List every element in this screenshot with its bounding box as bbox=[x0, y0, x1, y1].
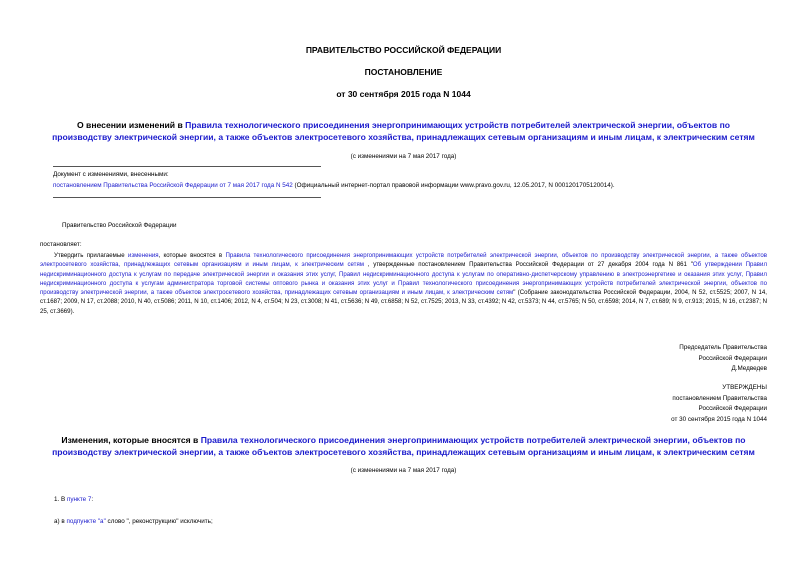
document-date-number: от 30 сентября 2015 года N 1044 bbox=[336, 89, 471, 99]
resolves-text: постановляет: bbox=[40, 241, 82, 248]
government-header: ПРАВИТЕЛЬСТВО РОССИЙСКОЙ ФЕДЕРАЦИИ bbox=[305, 45, 502, 55]
decree-861-link[interactable]: Об утверждении Правил недискриминационного доступа к услугам по передаче электрической энергии и оказания этих услуг, Правил недискриминационного доступа к услугам по оперативно-диспетчерскому управлению в электроэнергетике и оказания этих услуг, Правил недискриминационного доступа к услугам администратора торговой системы оптового рынка и оказания этих услуг и Правил технологического присоединения энергопринимающих устройств потребителей электрической энергии, объектов по производству электрической энергии, а также объектов электросетевого хозяйства, принадлежащих сетевым организациям и иным лицам, к электрическим сетям bbox=[40, 261, 768, 297]
amendment-publication: (Официальный интернет-портал правовой информации www.pravo.gov.ru, 12.05.2017, N 0001201705120014). bbox=[292, 182, 615, 189]
revision-note: (с изменениями на 7 мая 2017 года) bbox=[350, 153, 457, 160]
item-a-prefix: а) в bbox=[54, 518, 67, 525]
rules-link[interactable]: Правила технологического присоединения энергопринимающих устройств потребителей электрической энергии, объектов по bbox=[185, 120, 731, 130]
changes-rules-link[interactable]: Правила технологического присоединения энергопринимающих устройств потребителей электрической энергии, объектов по bbox=[200, 435, 746, 445]
revision-note-2: (с изменениями на 7 мая 2017 года) bbox=[350, 467, 457, 474]
approved-by: постановлением Правительства bbox=[672, 394, 767, 402]
approve-text-4: " (Собрание законодательства Российской Федерации, 2004, N 52, ст.5525; 2007, N 14, ст.1687; 2009, N 17, ст.2088; 2010, N 40, ст.5086; 2011, N 10, ст.1406; 2012, N 4, ст.504; N 23, ст.3008; N 41, ст.5636; N 49, ст.6858; N 52, ст.7525; 2013, N 33, ст.4392; N 42, ст.5373; N 44, ст.5765; N 50, ст.6598; 2014, N 7, ст.689; N 9, ст.913; 2015, N 16, ст.2387; N 25, ст.3669). bbox=[40, 289, 767, 315]
approved-date: от 30 сентября 2015 года N 1044 bbox=[671, 415, 767, 423]
item-1-prefix: 1. В bbox=[54, 496, 67, 503]
chairman-title: Председатель Правительства bbox=[679, 344, 767, 351]
item-1-link[interactable]: пункте 7 bbox=[66, 496, 92, 503]
approve-text-2: , которые вносятся в bbox=[158, 252, 226, 259]
changes-title-prefix: Изменения, которые вносятся в bbox=[61, 435, 201, 445]
item-1 bbox=[54, 495, 93, 506]
item-a bbox=[54, 517, 213, 528]
divider-bottom bbox=[53, 197, 321, 198]
title-prefix: О внесении изменений в bbox=[76, 120, 186, 130]
government-name: Правительство Российской Федерации bbox=[62, 222, 177, 229]
document-type: ПОСТАНОВЛЕНИЕ bbox=[364, 67, 443, 77]
chairman-name: Д.Медведев bbox=[731, 365, 767, 372]
document-title bbox=[0, 119, 807, 143]
approval-stamp bbox=[671, 383, 767, 425]
amendment-link[interactable]: постановлением Правительства Российской Федерации от 7 мая 2017 года N 542 bbox=[53, 182, 293, 189]
changes-link[interactable]: изменения bbox=[127, 252, 159, 259]
chairman-signature bbox=[679, 343, 767, 375]
item-1-suffix: : bbox=[91, 496, 94, 503]
chairman-country: Российской Федерации bbox=[698, 354, 767, 362]
rules-link-continued[interactable]: производству электрической энергии, а также объектов электросетевого хозяйства, принадлежащих сетевым организациям и иным лицам, к электрическим сетям bbox=[52, 132, 755, 142]
item-a-suffix: слово ", реконструкцию" исключить; bbox=[105, 518, 213, 525]
amendments-intro: Документ с изменениями, внесенными: bbox=[53, 171, 169, 178]
rules-reference-link[interactable]: Правила технологического присоединения энергопринимающих устройств потребителей электрической энергии, объектов по производству электрической энергии, а также объектов электросетевого хозяйства, принадлежащих сетевым организациям и иным лицам, к электрическим сетям bbox=[40, 252, 767, 269]
changes-title bbox=[0, 434, 807, 458]
divider-top bbox=[53, 166, 321, 167]
item-a-link[interactable]: подпункте "а" bbox=[66, 518, 106, 525]
amendments-source bbox=[53, 181, 773, 192]
approve-text-3: , утвержденные постановлением Правительства Российской Федерации от 27 декабря 2004 года N 861 " bbox=[363, 261, 693, 269]
approved-heading: УТВЕРЖДЕНЫ bbox=[722, 384, 767, 391]
approve-paragraph bbox=[40, 251, 767, 316]
changes-rules-link-continued[interactable]: производству электрической энергии, а также объектов электросетевого хозяйства, принадлежащих сетевым организациям и иным лицам, к электрическим сетям bbox=[52, 447, 755, 457]
approve-text-1: Утвердить прилагаемые bbox=[54, 252, 128, 259]
approved-country: Российской Федерации bbox=[698, 405, 767, 412]
